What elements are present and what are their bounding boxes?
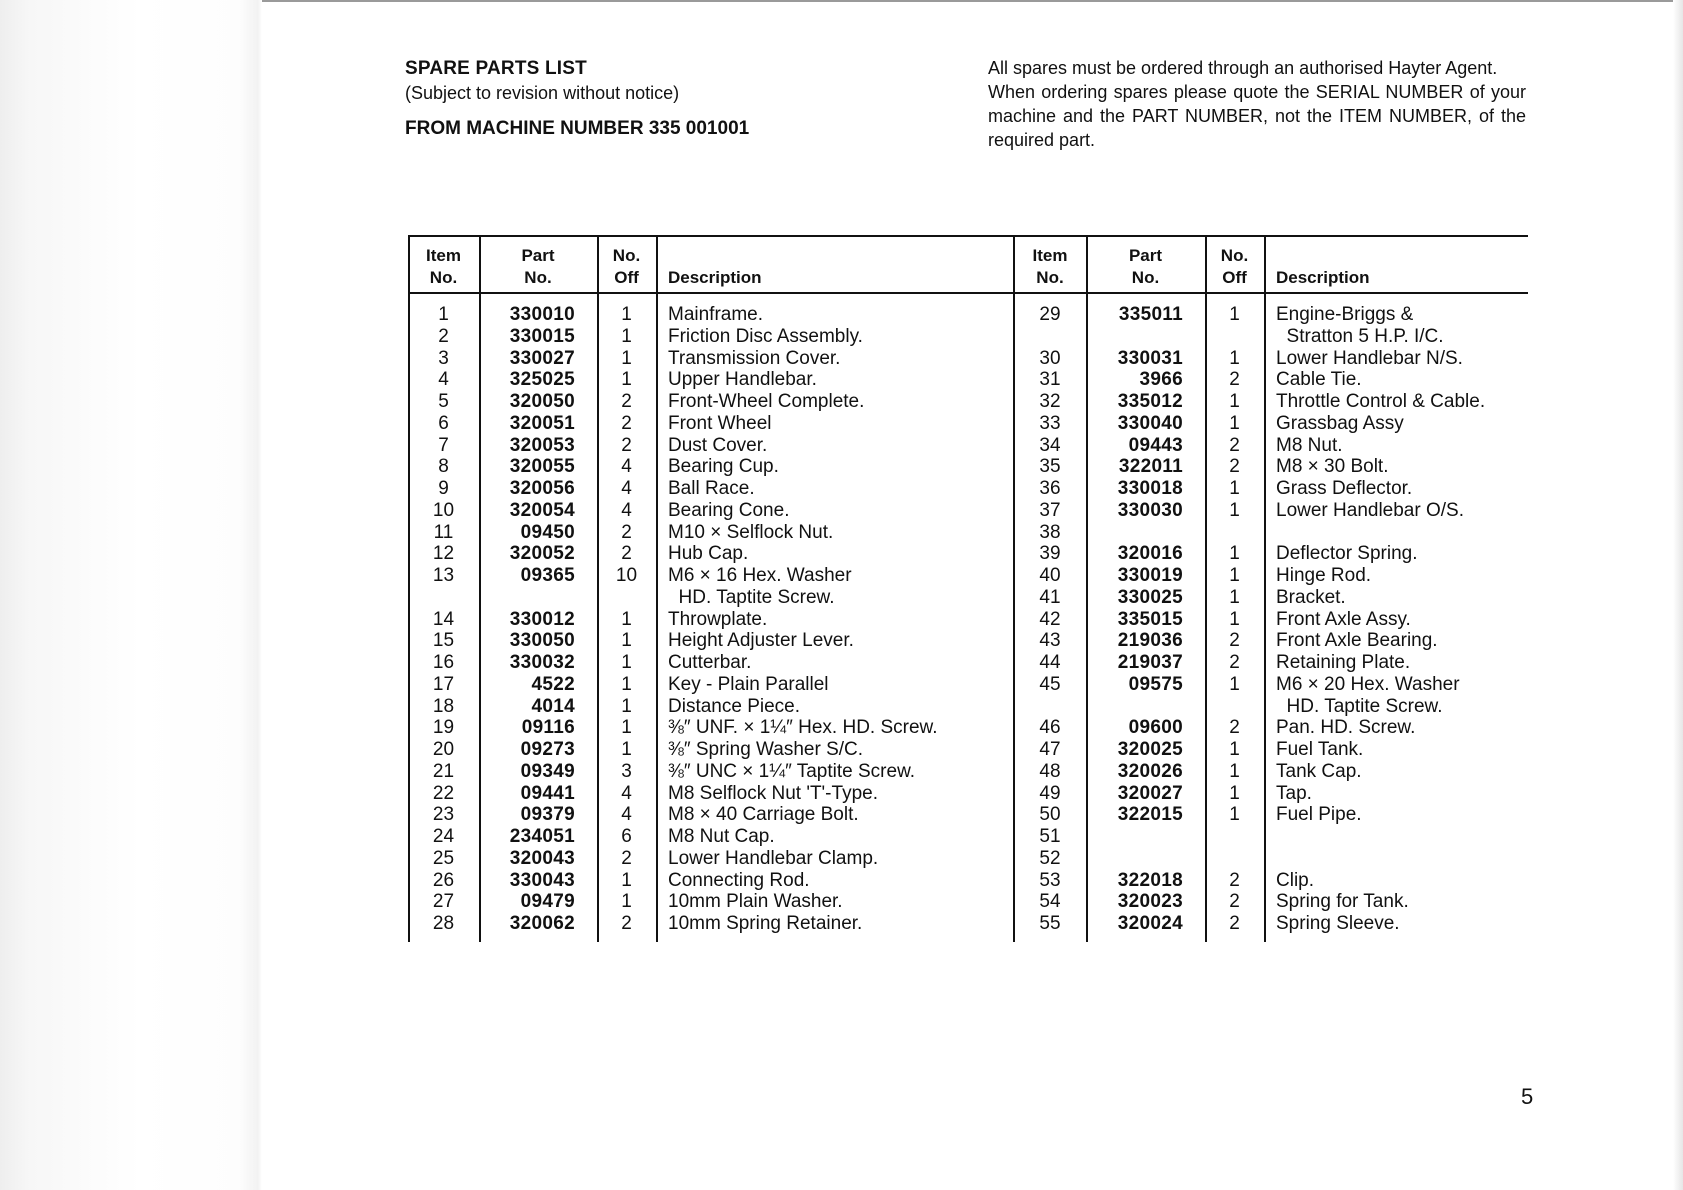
item-number: 50	[1039, 804, 1061, 826]
header-off-line2: Off	[1222, 268, 1247, 287]
part-number: 330027	[509, 347, 575, 369]
quantity: 1	[1229, 760, 1240, 782]
description: M6 × 20 Hex. Washer	[1276, 673, 1460, 695]
description: M6 × 16 Hex. Washer	[668, 565, 852, 586]
quantity: 1	[1229, 739, 1240, 760]
col-sep	[1264, 235, 1266, 942]
quantity: 2	[621, 412, 632, 434]
description: Friction Disc Assembly.	[668, 325, 863, 347]
quantity: 1	[621, 325, 632, 347]
description: Retaining Plate.	[1276, 652, 1411, 673]
quantity: 2	[1229, 913, 1240, 934]
part-number: 09443	[1128, 434, 1183, 456]
description: Transmission Cover.	[668, 347, 841, 369]
quantity: 1	[621, 369, 632, 391]
item-number: 48	[1039, 760, 1061, 782]
header-part-line1: Part	[521, 246, 555, 265]
header-off-line2: Off	[614, 268, 639, 287]
description: Hinge Rod.	[1276, 565, 1372, 586]
item-number: 5	[438, 391, 449, 412]
item-number: 13	[432, 565, 455, 586]
quantity: 1	[1229, 586, 1240, 608]
item-number: 6	[438, 412, 449, 434]
item-number: 47	[1039, 739, 1061, 760]
description: Lower Handlebar O/S.	[1276, 499, 1464, 521]
quantity: 2	[1229, 717, 1240, 739]
item-number: 10	[432, 499, 455, 521]
quantity: 1	[621, 630, 632, 652]
part-number: 330025	[1117, 586, 1183, 608]
quantity: 1	[1229, 347, 1240, 369]
item-number: 37	[1039, 499, 1061, 521]
item-number: 7	[438, 434, 449, 456]
description: ⅜″ UNF. × 1¼″ Hex. HD. Screw.	[668, 717, 938, 739]
quantity: 4	[621, 804, 632, 826]
header-item-no	[408, 245, 479, 289]
item-number: 38	[1039, 521, 1061, 543]
part-number: 4014	[531, 695, 575, 717]
part-number: 320026	[1117, 760, 1183, 782]
item-number: 46	[1039, 717, 1061, 739]
description: Fuel Pipe.	[1276, 804, 1362, 826]
description: Clip.	[1276, 869, 1315, 891]
description: Mainframe.	[668, 304, 764, 325]
item-number: 39	[1039, 543, 1061, 565]
item-number: 11	[433, 521, 454, 543]
description: ⅜″ Spring Washer S/C.	[668, 739, 864, 760]
part-number: 219037	[1117, 652, 1183, 673]
part-number: 320050	[509, 391, 575, 412]
part-number: 320054	[509, 499, 575, 521]
part-number: 320053	[509, 434, 575, 456]
item-number: 29	[1039, 304, 1061, 325]
header-part-no	[479, 245, 597, 289]
item-number: 22	[432, 782, 455, 804]
quantity: 1	[621, 891, 632, 913]
quantity: 2	[1229, 652, 1240, 673]
item-number: 23	[432, 804, 455, 826]
description: Throttle Control & Cable.	[1276, 391, 1486, 412]
item-number: 17	[432, 673, 455, 695]
part-number: 335015	[1117, 608, 1183, 630]
part-number: 09450	[520, 521, 575, 543]
quantity: 1	[621, 695, 632, 717]
quantity: 2	[1229, 891, 1240, 913]
item-number: 14	[432, 608, 455, 630]
quantity: 1	[1229, 565, 1240, 586]
part-number: 219036	[1117, 630, 1183, 652]
description: Bearing Cup.	[668, 456, 779, 478]
item-number: 8	[438, 456, 449, 478]
part-number: 335011	[1118, 304, 1183, 325]
item-number: 44	[1039, 652, 1061, 673]
page-top-edge	[262, 0, 1683, 2]
part-number: 330040	[1117, 412, 1183, 434]
description: Grass Deflector.	[1276, 478, 1413, 499]
description: Dust Cover.	[668, 434, 768, 456]
item-number: 1	[438, 304, 449, 325]
part-number: 320023	[1117, 891, 1183, 913]
quantity: 1	[621, 717, 632, 739]
item-number: 51	[1039, 826, 1061, 847]
part-number: 320024	[1117, 913, 1183, 934]
quantity: 1	[1229, 782, 1240, 804]
description: Height Adjuster Lever.	[668, 630, 854, 652]
part-number: 330032	[509, 652, 575, 673]
item-number: 30	[1039, 347, 1061, 369]
description: Engine-Briggs &	[1276, 304, 1414, 325]
item-number: 12	[432, 543, 455, 565]
part-number: 330030	[1117, 499, 1183, 521]
item-number: 26	[432, 869, 455, 891]
quantity: 10	[615, 565, 638, 586]
description: Stratton 5 H.P. I/C.	[1276, 325, 1444, 347]
description: 10mm Plain Washer.	[668, 891, 843, 913]
quantity: 4	[621, 478, 632, 499]
quantity: 2	[1229, 434, 1240, 456]
description: 10mm Spring Retainer.	[668, 913, 863, 934]
description: Front-Wheel Complete.	[668, 391, 865, 412]
item-number: 9	[438, 478, 449, 499]
header-item-line1: Item	[426, 246, 461, 265]
header-off-line1: No.	[612, 246, 641, 265]
part-number: 3966	[1139, 369, 1183, 391]
quantity: 1	[1229, 499, 1240, 521]
description: Cable Tie.	[1276, 369, 1362, 391]
quantity: 2	[621, 847, 632, 869]
header-item-line2: No.	[429, 268, 458, 287]
notice-serial-number: When ordering spares please quote the SERIAL NUMBER of your machine and the PART NUMBER, not the ITEM NUMBER, of the required part.	[988, 82, 1526, 150]
part-number: 09575	[1128, 673, 1183, 695]
header-no-off	[597, 245, 656, 289]
header-part-line2: No.	[1131, 268, 1160, 287]
item-number: 2	[438, 325, 449, 347]
item-number: 36	[1039, 478, 1061, 499]
spare-parts-table	[408, 235, 1528, 945]
quantity: 2	[621, 434, 632, 456]
part-number: 09600	[1128, 717, 1183, 739]
item-number: 15	[432, 630, 455, 652]
quantity: 1	[621, 673, 632, 695]
quantity: 1	[621, 608, 632, 630]
part-number: 322018	[1117, 869, 1183, 891]
item-number: 16	[432, 652, 455, 673]
item-number: 43	[1039, 630, 1061, 652]
item-number: 52	[1039, 847, 1061, 869]
part-number: 320027	[1117, 782, 1183, 804]
part-number: 320052	[509, 543, 575, 565]
quantity: 1	[621, 739, 632, 760]
part-number: 320016	[1117, 543, 1183, 565]
description: Bearing Cone.	[668, 499, 790, 521]
quantity: 1	[1229, 608, 1240, 630]
description: Ball Race.	[668, 478, 755, 499]
revision-note: (Subject to revision without notice)	[405, 83, 680, 103]
quantity: 2	[1229, 456, 1240, 478]
description: Front Wheel	[668, 412, 772, 434]
item-number: 25	[432, 847, 455, 869]
header-part-line1: Part	[1128, 246, 1163, 265]
description: Key - Plain Parallel	[668, 673, 829, 695]
item-number: 40	[1039, 565, 1061, 586]
item-number: 32	[1039, 391, 1061, 412]
item-number: 33	[1039, 412, 1061, 434]
item-number: 3	[438, 347, 449, 369]
item-number: 42	[1039, 608, 1061, 630]
quantity: 2	[1229, 369, 1240, 391]
item-number: 45	[1039, 673, 1061, 695]
item-number: 19	[432, 717, 455, 739]
description: Hub Cap.	[668, 543, 749, 565]
part-number: 330031	[1117, 347, 1183, 369]
part-number: 4522	[531, 673, 575, 695]
description: M8 Selflock Nut 'T'-Type.	[668, 782, 878, 804]
description: Lower Handlebar Clamp.	[668, 847, 879, 869]
quantity: 4	[621, 782, 632, 804]
header-no-off	[1205, 245, 1264, 289]
part-number: 09441	[520, 782, 575, 804]
quantity: 1	[1229, 543, 1240, 565]
item-number: 49	[1039, 782, 1061, 804]
part-number: 322011	[1118, 456, 1183, 478]
description: Grassbag Assy	[1276, 412, 1404, 434]
col-sep	[656, 235, 658, 942]
table-top-rule	[408, 235, 1528, 237]
quantity: 1	[1229, 391, 1240, 412]
description: Distance Piece.	[668, 695, 801, 717]
quantity: 2	[621, 521, 632, 543]
item-number: 31	[1039, 369, 1061, 391]
part-number: 330018	[1117, 478, 1183, 499]
quantity: 2	[1229, 869, 1240, 891]
item-number: 55	[1039, 913, 1061, 934]
quantity: 1	[621, 304, 632, 325]
part-number: 335012	[1117, 391, 1183, 412]
part-number: 330012	[509, 608, 575, 630]
item-number: 35	[1039, 456, 1061, 478]
description: Cutterbar.	[668, 652, 752, 673]
quantity: 1	[1229, 804, 1240, 826]
part-number: 09379	[520, 804, 575, 826]
description: Front Axle Bearing.	[1276, 630, 1438, 652]
quantity: 1	[621, 652, 632, 673]
description: Tap.	[1276, 782, 1312, 804]
description: Deflector Spring.	[1276, 543, 1418, 565]
item-number: 41	[1039, 586, 1061, 608]
item-number: 20	[432, 739, 455, 760]
header-underline	[408, 292, 1528, 294]
part-number: 234051	[509, 826, 575, 847]
quantity: 6	[621, 826, 632, 847]
quantity: 4	[621, 456, 632, 478]
part-number: 320043	[509, 847, 575, 869]
item-number: 18	[432, 695, 455, 717]
header-item-no	[1014, 245, 1086, 289]
description: Tank Cap.	[1276, 760, 1362, 782]
book-spine-shadow	[0, 0, 262, 1190]
quantity: 1	[1229, 673, 1240, 695]
item-number: 4	[438, 369, 449, 391]
part-number: 09365	[520, 565, 575, 586]
part-number: 320025	[1117, 739, 1183, 760]
part-number: 09479	[520, 891, 575, 913]
header-part-no	[1086, 245, 1205, 289]
ordering-notice	[988, 56, 1526, 152]
part-number: 320051	[509, 412, 575, 434]
item-number: 21	[432, 760, 455, 782]
part-number: 325025	[509, 369, 575, 391]
description: Throwplate.	[668, 608, 768, 630]
quantity: 2	[1229, 630, 1240, 652]
header-description: Description	[668, 268, 762, 287]
part-number: 320055	[509, 456, 575, 478]
description: M10 × Selflock Nut.	[668, 521, 834, 543]
quantity: 1	[621, 347, 632, 369]
part-number: 330043	[509, 869, 575, 891]
description: HD. Taptite Screw.	[668, 586, 835, 608]
item-number: 53	[1039, 869, 1061, 891]
header-part-line2: No.	[524, 268, 552, 287]
quantity: 2	[621, 913, 632, 934]
item-number: 28	[432, 913, 455, 934]
part-number: 330010	[509, 304, 575, 325]
part-number: 320062	[509, 913, 575, 934]
notice-authorised-agent: All spares must be ordered through an authorised Hayter Agent.	[988, 58, 1498, 78]
quantity: 3	[621, 760, 632, 782]
quantity: 1	[621, 869, 632, 891]
item-number: 34	[1039, 434, 1061, 456]
description: Spring for Tank.	[1276, 891, 1409, 913]
quantity: 2	[621, 543, 632, 565]
description: Fuel Tank.	[1276, 739, 1364, 760]
quantity: 1	[1229, 478, 1240, 499]
description: M8 × 40 Carriage Bolt.	[668, 804, 859, 826]
part-number: 330015	[509, 325, 575, 347]
description: Pan. HD. Screw.	[1276, 717, 1416, 739]
part-number: 320056	[509, 478, 575, 499]
header-item-line2: No.	[1036, 268, 1064, 287]
page-title: SPARE PARTS LIST	[405, 58, 587, 79]
quantity: 1	[1229, 412, 1240, 434]
part-number: 330019	[1117, 565, 1183, 586]
header-item-line1: Item	[1032, 246, 1068, 265]
part-number: 322015	[1117, 804, 1183, 826]
description: Bracket.	[1276, 586, 1346, 608]
header-off-line1: No.	[1220, 246, 1249, 265]
item-number: 27	[432, 891, 455, 913]
description: Lower Handlebar N/S.	[1276, 347, 1463, 369]
item-number: 24	[432, 826, 455, 847]
part-number: 330050	[509, 630, 575, 652]
page-number: 5	[1521, 1084, 1534, 1109]
quantity: 2	[621, 391, 632, 412]
description: Connecting Rod.	[668, 869, 810, 891]
machine-number: FROM MACHINE NUMBER 335 001001	[405, 118, 750, 139]
description: Upper Handlebar.	[668, 369, 817, 391]
description: M8 Nut Cap.	[668, 826, 775, 847]
part-number: 09349	[520, 760, 575, 782]
item-number: 54	[1039, 891, 1061, 913]
description: M8 Nut.	[1276, 434, 1343, 456]
part-number: 09116	[521, 717, 575, 739]
quantity: 4	[621, 499, 632, 521]
header-description: Description	[1276, 268, 1370, 287]
page-right-edge	[1673, 0, 1683, 1190]
description: ⅜″ UNC × 1¼″ Taptite Screw.	[668, 760, 916, 782]
description: M8 × 30 Bolt.	[1276, 456, 1389, 478]
description: Spring Sleeve.	[1276, 913, 1400, 934]
part-number: 09273	[520, 739, 575, 760]
description: Front Axle Assy.	[1276, 608, 1411, 630]
quantity: 1	[1229, 304, 1240, 325]
description: HD. Taptite Screw.	[1276, 695, 1443, 717]
